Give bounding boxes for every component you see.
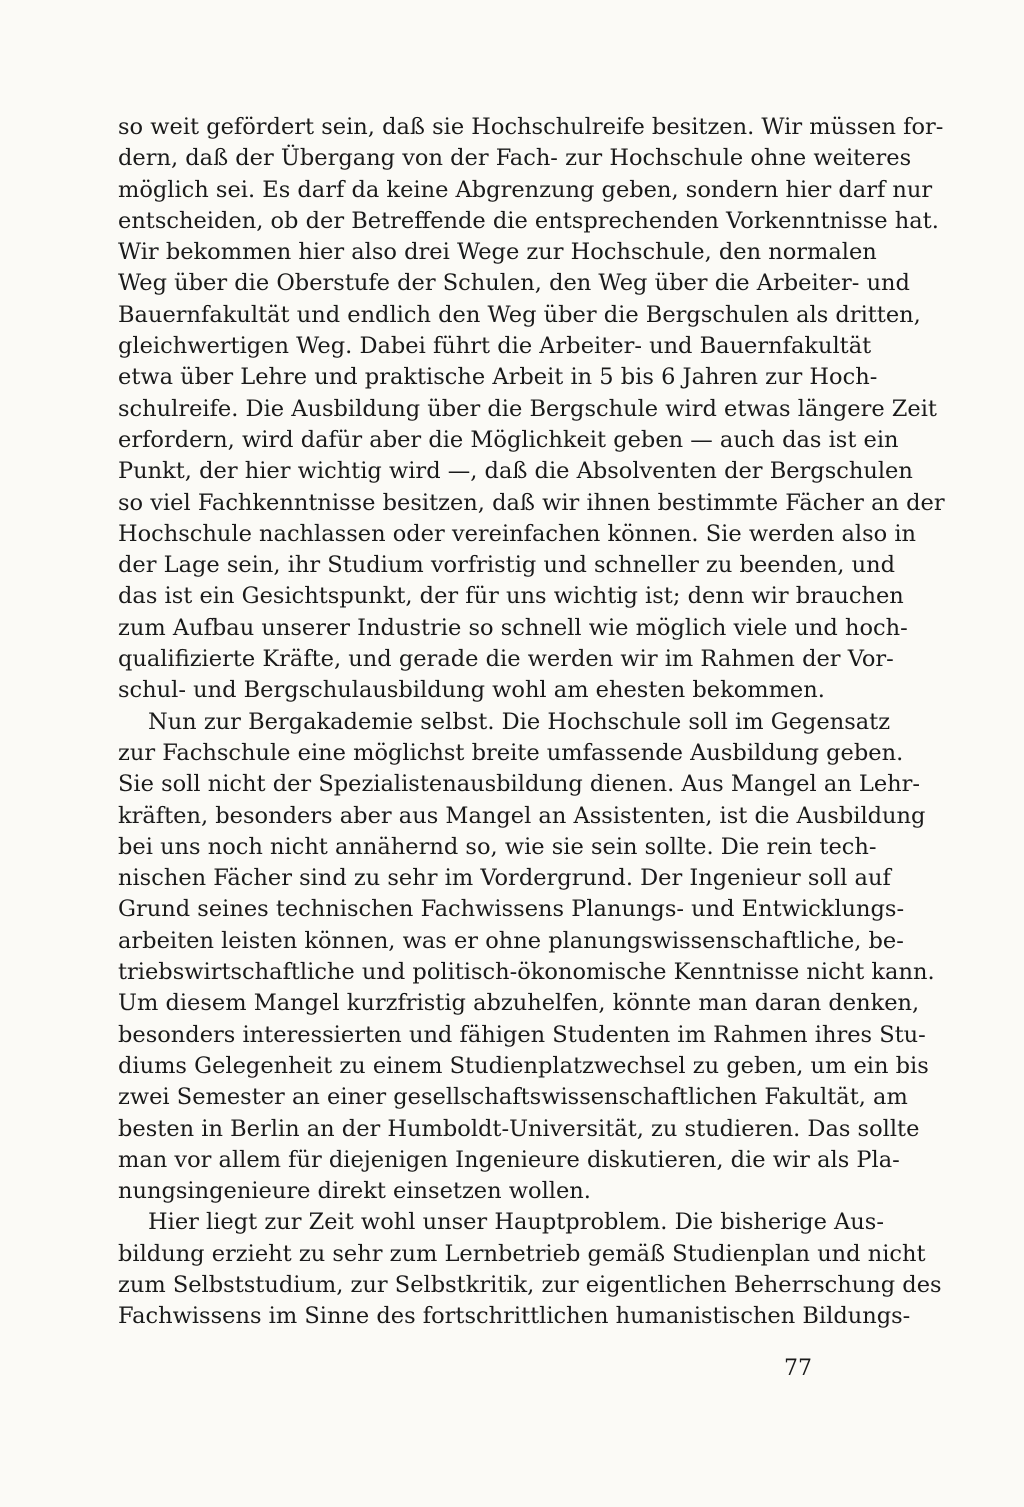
text-line: nungsingenieure direkt einsetzen wollen.: [118, 1178, 591, 1205]
text-line: Hochschule nachlassen oder vereinfachen können. Sie werden also in: [118, 520, 917, 547]
body-text: [118, 112, 945, 1333]
text-line: so weit gefördert sein, daß sie Hochschulreife besitzen. Wir müssen for-: [118, 114, 944, 140]
text-line: Um diesem Mangel kurzfristig abzuhelfen, könnte man daran denken,: [118, 990, 920, 1017]
text-line: besten in Berlin an der Humboldt-Universität, zu studieren. Das sollte: [118, 1115, 920, 1142]
page-number: 77: [784, 1356, 812, 1381]
text-line: entscheiden, ob der Betreffende die entsprechenden Vorkenntnisse hat.: [118, 207, 939, 234]
text-line: Sie soll nicht der Spezialistenausbildung dienen. Aus Mangel an Lehr-: [118, 771, 921, 798]
text-line: schul- und Bergschulausbildung wohl am ehesten bekommen.: [118, 677, 825, 704]
text-line: zwei Semester an einer gesellschaftswissenschaftlichen Fakultät, am: [118, 1084, 908, 1111]
text-line: zum Selbststudium, zur Selbstkritik, zur eigentlichen Beherrschung des: [118, 1271, 942, 1298]
text-line: Wir bekommen hier also drei Wege zur Hochschule, den normalen: [118, 239, 877, 266]
text-line: besonders interessierten und fähigen Studenten im Rahmen ihres Stu-: [118, 1021, 926, 1048]
text-line: erfordern, wird dafür aber die Möglichkeit geben — auch das ist ein: [118, 426, 899, 453]
text-line: diums Gelegenheit zu einem Studienplatzwechsel zu geben, um ein bis: [118, 1052, 929, 1079]
text-line: qualifizierte Kräfte, und gerade die werden wir im Rahmen der Vor-: [118, 646, 894, 673]
paragraph: [118, 112, 945, 707]
text-line: Nun zur Bergakademie selbst. Die Hochschule soll im Gegensatz: [148, 708, 891, 735]
text-line: Weg über die Oberstufe der Schulen, den Weg über die Arbeiter- und: [118, 270, 910, 297]
text-line: arbeiten leisten können, was er ohne planungswissenschaftliche, be-: [118, 927, 904, 954]
text-line: bei uns noch nicht annähernd so, wie sie sein sollte. Die rein tech-: [118, 833, 877, 860]
text-line: nischen Fächer sind zu sehr im Vordergrund. Der Ingenieur soll auf: [118, 865, 891, 892]
text-line: man vor allem für diejenigen Ingenieure diskutieren, die wir als Pla-: [118, 1146, 900, 1173]
text-line: etwa über Lehre und praktische Arbeit in 5 bis 6 Jahren zur Hoch-: [118, 364, 878, 391]
text-line: der Lage sein, ihr Studium vorfristig und schneller zu beenden, und: [118, 552, 895, 579]
text-line: zum Aufbau unserer Industrie so schnell wie möglich viele und hoch-: [118, 614, 908, 641]
text-line: zur Fachschule eine möglichst breite umfassende Ausbildung geben.: [118, 739, 904, 766]
text-line: möglich sei. Es darf da keine Abgrenzung geben, sondern hier darf nur: [118, 176, 933, 203]
text-line: das ist ein Gesichtspunkt, der für uns wichtig ist; denn wir brauchen: [118, 583, 904, 610]
text-line: kräften, besonders aber aus Mangel an Assistenten, ist die Ausbildung: [118, 802, 926, 829]
text-line: Punkt, der hier wichtig wird —, daß die Absolventen der Bergschulen: [118, 458, 913, 485]
text-line: so viel Fachkenntnisse besitzen, daß wir ihnen bestimmte Fächer an der: [118, 489, 945, 516]
text-line: gleichwertigen Weg. Dabei führt die Arbeiter- und Bauernfakultät: [118, 333, 872, 360]
text-line: triebswirtschaftliche und politisch-ökonomische Kenntnisse nicht kann.: [118, 959, 935, 986]
text-line: Bauernfakultät und endlich den Weg über die Bergschulen als dritten,: [118, 301, 921, 328]
paragraph: [118, 707, 935, 1208]
text-line: dern, daß der Übergang von der Fach- zur Hochschule ohne weiteres: [118, 145, 912, 172]
text-line: schulreife. Die Ausbildung über die Bergschule wird etwas längere Zeit: [118, 395, 937, 422]
text-line: Fachwissens im Sinne des fortschrittlichen humanistischen Bildungs-: [118, 1303, 911, 1330]
paragraph: [118, 1207, 942, 1332]
text-line: bildung erzieht zu sehr zum Lernbetrieb gemäß Studienplan und nicht: [118, 1240, 926, 1267]
text-line: Hier liegt zur Zeit wohl unser Hauptproblem. Die bisherige Aus-: [148, 1209, 884, 1236]
text-line: Grund seines technischen Fachwissens Planungs- und Entwicklungs-: [118, 896, 905, 923]
